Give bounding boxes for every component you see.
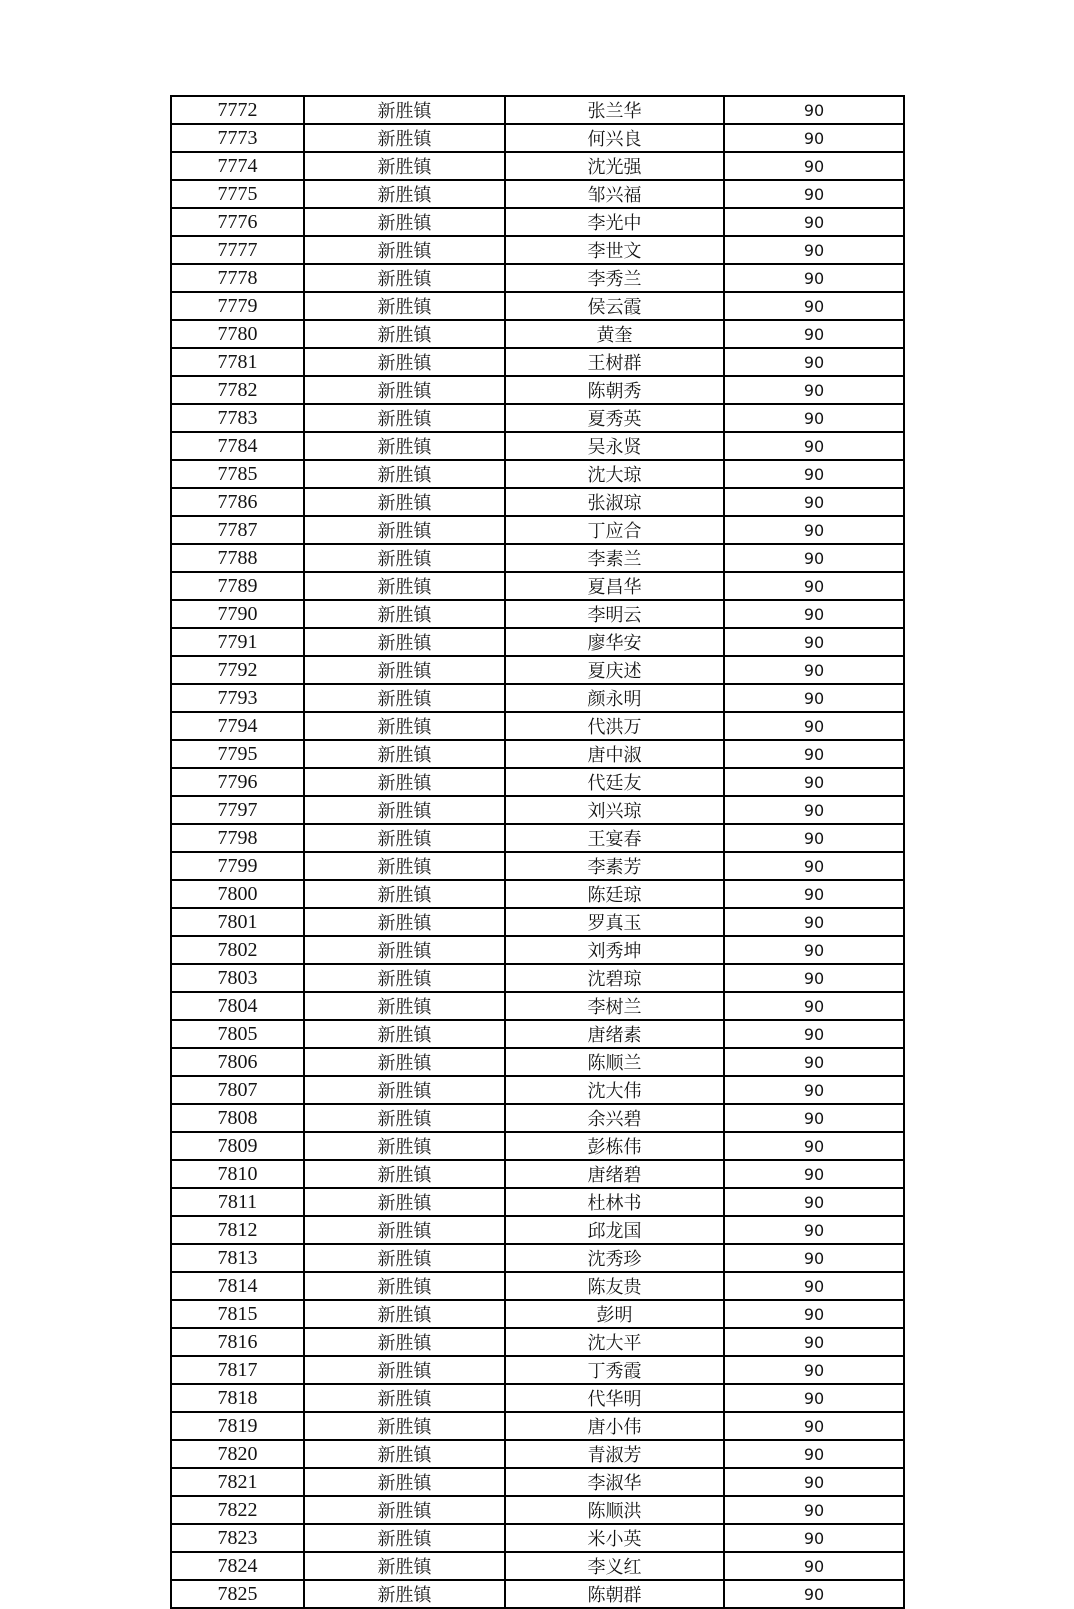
person-name-cell: 陈朝群 [505, 1580, 724, 1608]
row-number-cell: 7786 [171, 488, 304, 516]
row-number-cell: 7824 [171, 1552, 304, 1580]
row-number-cell: 7780 [171, 320, 304, 348]
score-cell: 90 [724, 880, 904, 908]
row-number-cell: 7782 [171, 376, 304, 404]
person-name-cell: 陈朝秀 [505, 376, 724, 404]
town-cell: 新胜镇 [304, 1580, 505, 1608]
row-number-cell: 7804 [171, 992, 304, 1020]
table-row [171, 684, 904, 712]
person-name-cell: 侯云霞 [505, 292, 724, 320]
score-cell: 90 [724, 488, 904, 516]
person-name-cell: 彭明 [505, 1300, 724, 1328]
town-cell: 新胜镇 [304, 852, 505, 880]
row-number-cell: 7811 [171, 1188, 304, 1216]
person-name-cell: 沈大伟 [505, 1076, 724, 1104]
person-name-cell: 李明云 [505, 600, 724, 628]
person-name-cell: 罗真玉 [505, 908, 724, 936]
row-number-cell: 7774 [171, 152, 304, 180]
town-cell: 新胜镇 [304, 572, 505, 600]
person-name-cell: 代华明 [505, 1384, 724, 1412]
score-cell: 90 [724, 180, 904, 208]
row-number-cell: 7793 [171, 684, 304, 712]
person-name-cell: 杜林书 [505, 1188, 724, 1216]
row-number-cell: 7813 [171, 1244, 304, 1272]
score-cell: 90 [724, 320, 904, 348]
score-cell: 90 [724, 376, 904, 404]
person-name-cell: 何兴良 [505, 124, 724, 152]
score-cell: 90 [724, 292, 904, 320]
town-cell: 新胜镇 [304, 880, 505, 908]
table-row [171, 460, 904, 488]
person-name-cell: 李素兰 [505, 544, 724, 572]
table-row [171, 628, 904, 656]
table-row [171, 880, 904, 908]
row-number-cell: 7784 [171, 432, 304, 460]
table-row [171, 1300, 904, 1328]
row-number-cell: 7821 [171, 1468, 304, 1496]
person-name-cell: 唐绪碧 [505, 1160, 724, 1188]
row-number-cell: 7802 [171, 936, 304, 964]
score-cell: 90 [724, 1272, 904, 1300]
score-cell: 90 [724, 1048, 904, 1076]
person-name-cell: 沈大平 [505, 1328, 724, 1356]
table-row [171, 712, 904, 740]
table-row [171, 264, 904, 292]
person-name-cell: 王宴春 [505, 824, 724, 852]
score-cell: 90 [724, 628, 904, 656]
table-row [171, 348, 904, 376]
table-row [171, 572, 904, 600]
person-name-cell: 唐绪素 [505, 1020, 724, 1048]
row-number-cell: 7778 [171, 264, 304, 292]
town-cell: 新胜镇 [304, 992, 505, 1020]
person-name-cell: 李世文 [505, 236, 724, 264]
score-cell: 90 [724, 1440, 904, 1468]
table-row [171, 208, 904, 236]
town-cell: 新胜镇 [304, 796, 505, 824]
town-cell: 新胜镇 [304, 292, 505, 320]
table-row [171, 1412, 904, 1440]
table-row [171, 1188, 904, 1216]
score-cell: 90 [724, 348, 904, 376]
table-row [171, 1468, 904, 1496]
row-number-cell: 7790 [171, 600, 304, 628]
table-row [171, 544, 904, 572]
town-cell: 新胜镇 [304, 1244, 505, 1272]
score-cell: 90 [724, 1300, 904, 1328]
table-row [171, 1132, 904, 1160]
table-row [171, 1160, 904, 1188]
town-cell: 新胜镇 [304, 516, 505, 544]
table-row [171, 656, 904, 684]
row-number-cell: 7779 [171, 292, 304, 320]
row-number-cell: 7806 [171, 1048, 304, 1076]
person-name-cell: 唐小伟 [505, 1412, 724, 1440]
score-cell: 90 [724, 992, 904, 1020]
town-cell: 新胜镇 [304, 1496, 505, 1524]
row-number-cell: 7810 [171, 1160, 304, 1188]
table-row [171, 152, 904, 180]
person-name-cell: 李义红 [505, 1552, 724, 1580]
table-row [171, 1440, 904, 1468]
person-name-cell: 米小英 [505, 1524, 724, 1552]
town-cell: 新胜镇 [304, 236, 505, 264]
row-number-cell: 7791 [171, 628, 304, 656]
person-name-cell: 夏秀英 [505, 404, 724, 432]
score-cell: 90 [724, 1384, 904, 1412]
row-number-cell: 7798 [171, 824, 304, 852]
town-cell: 新胜镇 [304, 1048, 505, 1076]
table-row [171, 320, 904, 348]
score-cell: 90 [724, 124, 904, 152]
town-cell: 新胜镇 [304, 1468, 505, 1496]
score-cell: 90 [724, 1468, 904, 1496]
score-cell: 90 [724, 1160, 904, 1188]
score-cell: 90 [724, 516, 904, 544]
row-number-cell: 7788 [171, 544, 304, 572]
score-cell: 90 [724, 600, 904, 628]
score-cell: 90 [724, 1132, 904, 1160]
town-cell: 新胜镇 [304, 1412, 505, 1440]
table-row [171, 432, 904, 460]
town-cell: 新胜镇 [304, 432, 505, 460]
person-name-cell: 代洪万 [505, 712, 724, 740]
table-row [171, 1020, 904, 1048]
town-cell: 新胜镇 [304, 1272, 505, 1300]
town-cell: 新胜镇 [304, 600, 505, 628]
person-name-cell: 沈大琼 [505, 460, 724, 488]
person-name-cell: 唐中淑 [505, 740, 724, 768]
table-row [171, 1580, 904, 1608]
table-row [171, 1356, 904, 1384]
score-cell: 90 [724, 236, 904, 264]
row-number-cell: 7815 [171, 1300, 304, 1328]
person-name-cell: 丁秀霞 [505, 1356, 724, 1384]
row-number-cell: 7818 [171, 1384, 304, 1412]
town-cell: 新胜镇 [304, 544, 505, 572]
table-row [171, 824, 904, 852]
table-row [171, 852, 904, 880]
score-cell: 90 [724, 96, 904, 124]
score-cell: 90 [724, 656, 904, 684]
table-row [171, 376, 904, 404]
score-cell: 90 [724, 712, 904, 740]
town-cell: 新胜镇 [304, 656, 505, 684]
table-row [171, 908, 904, 936]
town-cell: 新胜镇 [304, 348, 505, 376]
roster-table-body [171, 96, 904, 1608]
person-name-cell: 陈顺兰 [505, 1048, 724, 1076]
row-number-cell: 7797 [171, 796, 304, 824]
row-number-cell: 7812 [171, 1216, 304, 1244]
person-name-cell: 李素芳 [505, 852, 724, 880]
town-cell: 新胜镇 [304, 1188, 505, 1216]
town-cell: 新胜镇 [304, 1104, 505, 1132]
score-cell: 90 [724, 152, 904, 180]
town-cell: 新胜镇 [304, 1076, 505, 1104]
town-cell: 新胜镇 [304, 180, 505, 208]
town-cell: 新胜镇 [304, 124, 505, 152]
table-row [171, 740, 904, 768]
table-row [171, 1244, 904, 1272]
table-row [171, 600, 904, 628]
row-number-cell: 7792 [171, 656, 304, 684]
row-number-cell: 7795 [171, 740, 304, 768]
person-name-cell: 李树兰 [505, 992, 724, 1020]
table-row [171, 292, 904, 320]
town-cell: 新胜镇 [304, 908, 505, 936]
row-number-cell: 7820 [171, 1440, 304, 1468]
table-row [171, 768, 904, 796]
row-number-cell: 7803 [171, 964, 304, 992]
person-name-cell: 沈光强 [505, 152, 724, 180]
score-cell: 90 [724, 1076, 904, 1104]
row-number-cell: 7796 [171, 768, 304, 796]
person-name-cell: 黄奎 [505, 320, 724, 348]
score-cell: 90 [724, 1580, 904, 1608]
score-cell: 90 [724, 768, 904, 796]
row-number-cell: 7777 [171, 236, 304, 264]
row-number-cell: 7823 [171, 1524, 304, 1552]
table-row [171, 936, 904, 964]
person-name-cell: 彭栋伟 [505, 1132, 724, 1160]
score-cell: 90 [724, 1412, 904, 1440]
row-number-cell: 7799 [171, 852, 304, 880]
town-cell: 新胜镇 [304, 936, 505, 964]
table-row [171, 516, 904, 544]
table-row [171, 1272, 904, 1300]
table-row [171, 1496, 904, 1524]
score-cell: 90 [724, 460, 904, 488]
row-number-cell: 7772 [171, 96, 304, 124]
row-number-cell: 7814 [171, 1272, 304, 1300]
row-number-cell: 7789 [171, 572, 304, 600]
town-cell: 新胜镇 [304, 1384, 505, 1412]
row-number-cell: 7822 [171, 1496, 304, 1524]
row-number-cell: 7783 [171, 404, 304, 432]
row-number-cell: 7801 [171, 908, 304, 936]
table-row [171, 964, 904, 992]
row-number-cell: 7773 [171, 124, 304, 152]
row-number-cell: 7781 [171, 348, 304, 376]
town-cell: 新胜镇 [304, 264, 505, 292]
person-name-cell: 青淑芳 [505, 1440, 724, 1468]
person-name-cell: 邱龙国 [505, 1216, 724, 1244]
row-number-cell: 7807 [171, 1076, 304, 1104]
table-row [171, 404, 904, 432]
score-cell: 90 [724, 684, 904, 712]
person-name-cell: 李淑华 [505, 1468, 724, 1496]
town-cell: 新胜镇 [304, 1020, 505, 1048]
table-row [171, 1524, 904, 1552]
person-name-cell: 吴永贤 [505, 432, 724, 460]
score-cell: 90 [724, 1104, 904, 1132]
town-cell: 新胜镇 [304, 1524, 505, 1552]
person-name-cell: 沈秀珍 [505, 1244, 724, 1272]
score-cell: 90 [724, 432, 904, 460]
person-name-cell: 陈廷琼 [505, 880, 724, 908]
row-number-cell: 7817 [171, 1356, 304, 1384]
town-cell: 新胜镇 [304, 1300, 505, 1328]
roster-table [170, 95, 905, 1609]
person-name-cell: 刘秀坤 [505, 936, 724, 964]
score-cell: 90 [724, 572, 904, 600]
table-row [171, 96, 904, 124]
town-cell: 新胜镇 [304, 1132, 505, 1160]
table-row [171, 180, 904, 208]
town-cell: 新胜镇 [304, 684, 505, 712]
person-name-cell: 夏庆述 [505, 656, 724, 684]
score-cell: 90 [724, 208, 904, 236]
score-cell: 90 [724, 1552, 904, 1580]
town-cell: 新胜镇 [304, 152, 505, 180]
town-cell: 新胜镇 [304, 208, 505, 236]
person-name-cell: 丁应合 [505, 516, 724, 544]
score-cell: 90 [724, 1216, 904, 1244]
row-number-cell: 7787 [171, 516, 304, 544]
table-row [171, 1048, 904, 1076]
row-number-cell: 7794 [171, 712, 304, 740]
person-name-cell: 邹兴福 [505, 180, 724, 208]
score-cell: 90 [724, 796, 904, 824]
town-cell: 新胜镇 [304, 460, 505, 488]
score-cell: 90 [724, 852, 904, 880]
row-number-cell: 7825 [171, 1580, 304, 1608]
person-name-cell: 沈碧琼 [505, 964, 724, 992]
row-number-cell: 7809 [171, 1132, 304, 1160]
row-number-cell: 7808 [171, 1104, 304, 1132]
town-cell: 新胜镇 [304, 1440, 505, 1468]
person-name-cell: 李光中 [505, 208, 724, 236]
score-cell: 90 [724, 544, 904, 572]
town-cell: 新胜镇 [304, 712, 505, 740]
score-cell: 90 [724, 964, 904, 992]
row-number-cell: 7819 [171, 1412, 304, 1440]
table-row [171, 1076, 904, 1104]
person-name-cell: 王树群 [505, 348, 724, 376]
town-cell: 新胜镇 [304, 96, 505, 124]
score-cell: 90 [724, 1524, 904, 1552]
town-cell: 新胜镇 [304, 404, 505, 432]
person-name-cell: 颜永明 [505, 684, 724, 712]
town-cell: 新胜镇 [304, 1160, 505, 1188]
row-number-cell: 7775 [171, 180, 304, 208]
person-name-cell: 陈友贵 [505, 1272, 724, 1300]
table-row [171, 1552, 904, 1580]
town-cell: 新胜镇 [304, 488, 505, 516]
table-row [171, 992, 904, 1020]
score-cell: 90 [724, 1244, 904, 1272]
town-cell: 新胜镇 [304, 320, 505, 348]
score-cell: 90 [724, 264, 904, 292]
town-cell: 新胜镇 [304, 1328, 505, 1356]
person-name-cell: 代廷友 [505, 768, 724, 796]
town-cell: 新胜镇 [304, 768, 505, 796]
town-cell: 新胜镇 [304, 740, 505, 768]
score-cell: 90 [724, 404, 904, 432]
town-cell: 新胜镇 [304, 1216, 505, 1244]
table-row [171, 124, 904, 152]
score-cell: 90 [724, 1496, 904, 1524]
table-row [171, 236, 904, 264]
row-number-cell: 7805 [171, 1020, 304, 1048]
row-number-cell: 7785 [171, 460, 304, 488]
person-name-cell: 张兰华 [505, 96, 724, 124]
score-cell: 90 [724, 1356, 904, 1384]
person-name-cell: 廖华安 [505, 628, 724, 656]
town-cell: 新胜镇 [304, 964, 505, 992]
table-row [171, 1216, 904, 1244]
person-name-cell: 余兴碧 [505, 1104, 724, 1132]
row-number-cell: 7816 [171, 1328, 304, 1356]
row-number-cell: 7776 [171, 208, 304, 236]
score-cell: 90 [724, 740, 904, 768]
town-cell: 新胜镇 [304, 824, 505, 852]
table-row [171, 1104, 904, 1132]
person-name-cell: 张淑琼 [505, 488, 724, 516]
table-row [171, 488, 904, 516]
row-number-cell: 7800 [171, 880, 304, 908]
town-cell: 新胜镇 [304, 628, 505, 656]
town-cell: 新胜镇 [304, 1356, 505, 1384]
person-name-cell: 李秀兰 [505, 264, 724, 292]
table-row [171, 796, 904, 824]
score-cell: 90 [724, 1020, 904, 1048]
town-cell: 新胜镇 [304, 1552, 505, 1580]
score-cell: 90 [724, 1188, 904, 1216]
person-name-cell: 陈顺洪 [505, 1496, 724, 1524]
person-name-cell: 刘兴琼 [505, 796, 724, 824]
town-cell: 新胜镇 [304, 376, 505, 404]
person-name-cell: 夏昌华 [505, 572, 724, 600]
score-cell: 90 [724, 1328, 904, 1356]
table-row [171, 1384, 904, 1412]
score-cell: 90 [724, 908, 904, 936]
table-row [171, 1328, 904, 1356]
score-cell: 90 [724, 936, 904, 964]
score-cell: 90 [724, 824, 904, 852]
